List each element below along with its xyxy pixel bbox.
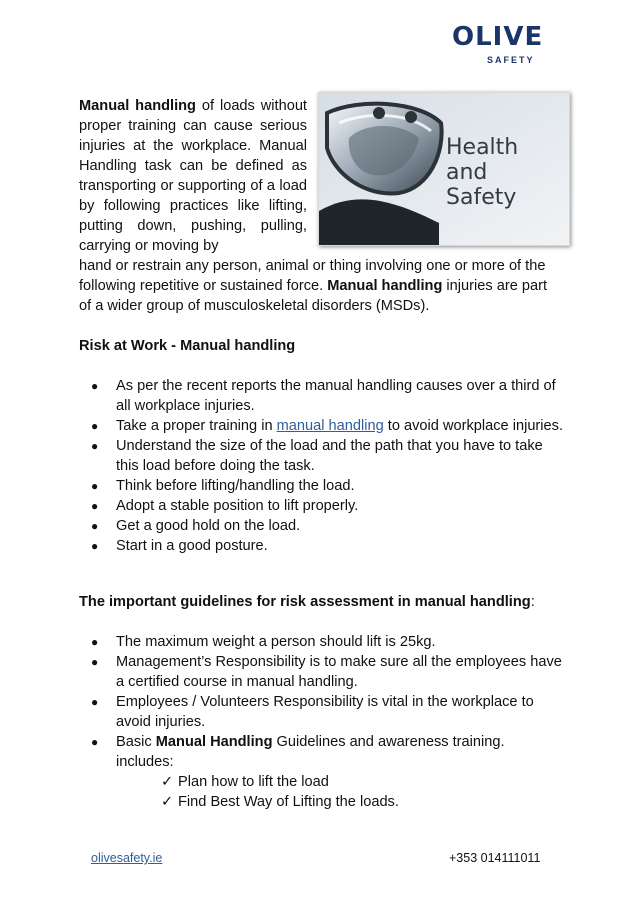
checklist-item (161, 792, 563, 812)
intro-paragraph-continued (79, 256, 563, 316)
intro-cont-bold: Manual handling (327, 278, 443, 294)
list-item (79, 632, 563, 652)
guidelines-heading-colon: : (530, 594, 535, 610)
list-item (79, 516, 563, 536)
list-item-text: Take a proper training in (116, 418, 277, 434)
bullet-icon: ● (91, 635, 99, 649)
list-item-text: Employees / Volunteers Responsibility is vital in the workplace to avoid injuries. (116, 694, 534, 730)
intro-lead-text: of loads without proper training can cause serious injuries at the workplace. Manual Handling task can be defined as transporting or supporting of a load by following practices like lifting, putting down, pushing, pulling, carrying or moving by (79, 98, 307, 254)
footer-phone: +353 014111011 (449, 851, 541, 865)
list-item (79, 436, 563, 476)
list-item (79, 476, 563, 496)
bullet-icon: ● (91, 379, 99, 393)
list-item (79, 652, 563, 692)
intro-cont-text-a: hand or restrain any person, animal or thing involving one or more of the following repetitive or sustained force. (79, 258, 546, 294)
olive-safety-logo (452, 22, 562, 70)
list-item (79, 376, 563, 416)
list-item (79, 536, 563, 556)
logo-wordmark: OLIVE (452, 22, 544, 52)
intro-cont-text-b: injuries are part of a wider group of musculoskeletal disorders (MSDs). (79, 278, 548, 314)
section-heading-risk: Risk at Work - Manual handling (79, 338, 296, 354)
list-item-text: Start in a good posture. (116, 538, 268, 554)
intro-paragraph (79, 96, 307, 256)
checklist (116, 772, 563, 812)
list-item-text: The maximum weight a person should lift is 25kg. (116, 634, 436, 650)
checkmark-icon: ✓ (161, 794, 174, 810)
guidelines-heading-text: The important guidelines for risk assessment in manual handling (79, 594, 531, 610)
list-item-text: Basic (116, 734, 156, 750)
checklist-item-text: Find Best Way of Lifting the loads. (178, 794, 399, 810)
list-item (79, 496, 563, 516)
bullet-icon: ● (91, 439, 99, 453)
manual-handling-link[interactable]: manual handling (276, 418, 384, 434)
bullet-icon: ● (91, 655, 99, 669)
list-item-text: Think before lifting/handling the load. (116, 478, 355, 494)
intro-lead-bold: Manual handling (79, 98, 196, 114)
section-heading-guidelines (79, 592, 535, 612)
checkmark-icon: ✓ (161, 774, 174, 790)
checklist-item (161, 772, 563, 792)
list-item-text: As per the recent reports the manual handling causes over a third of all workplace injuries. (116, 378, 556, 414)
bullet-icon: ● (91, 539, 99, 553)
list-item-text: Guidelines and awareness training. includes: (116, 734, 505, 770)
image-caption: Health and Safety (446, 135, 519, 210)
bullet-icon: ● (91, 419, 99, 433)
list-item-text: Management’s Responsibility is to make sure all the employees have a certified course in manual handling. (116, 654, 562, 690)
list-item-bold: Manual Handling (155, 734, 273, 750)
footer-website-link[interactable]: olivesafety.ie (91, 851, 163, 865)
list-item-text: to avoid workplace injuries. (383, 418, 563, 434)
guidelines-bullet-list (79, 632, 563, 812)
bullet-icon: ● (91, 499, 99, 513)
checklist-item-text: Plan how to lift the load (178, 774, 329, 790)
risk-bullet-list (79, 376, 563, 556)
list-item (79, 416, 563, 436)
health-and-safety-image (318, 92, 570, 246)
bullet-icon: ● (91, 519, 99, 533)
logo-tagline: SAFETY (487, 55, 535, 65)
bullet-icon: ● (91, 735, 99, 749)
bullet-icon: ● (91, 695, 99, 709)
list-item-text: Adopt a stable position to lift properly. (116, 498, 359, 514)
list-item-text: Understand the size of the load and the path that you have to take this load before doing the task. (116, 438, 543, 474)
list-item-text: Get a good hold on the load. (116, 518, 301, 534)
list-item (79, 692, 563, 732)
list-item (79, 732, 563, 812)
bullet-icon: ● (91, 479, 99, 493)
